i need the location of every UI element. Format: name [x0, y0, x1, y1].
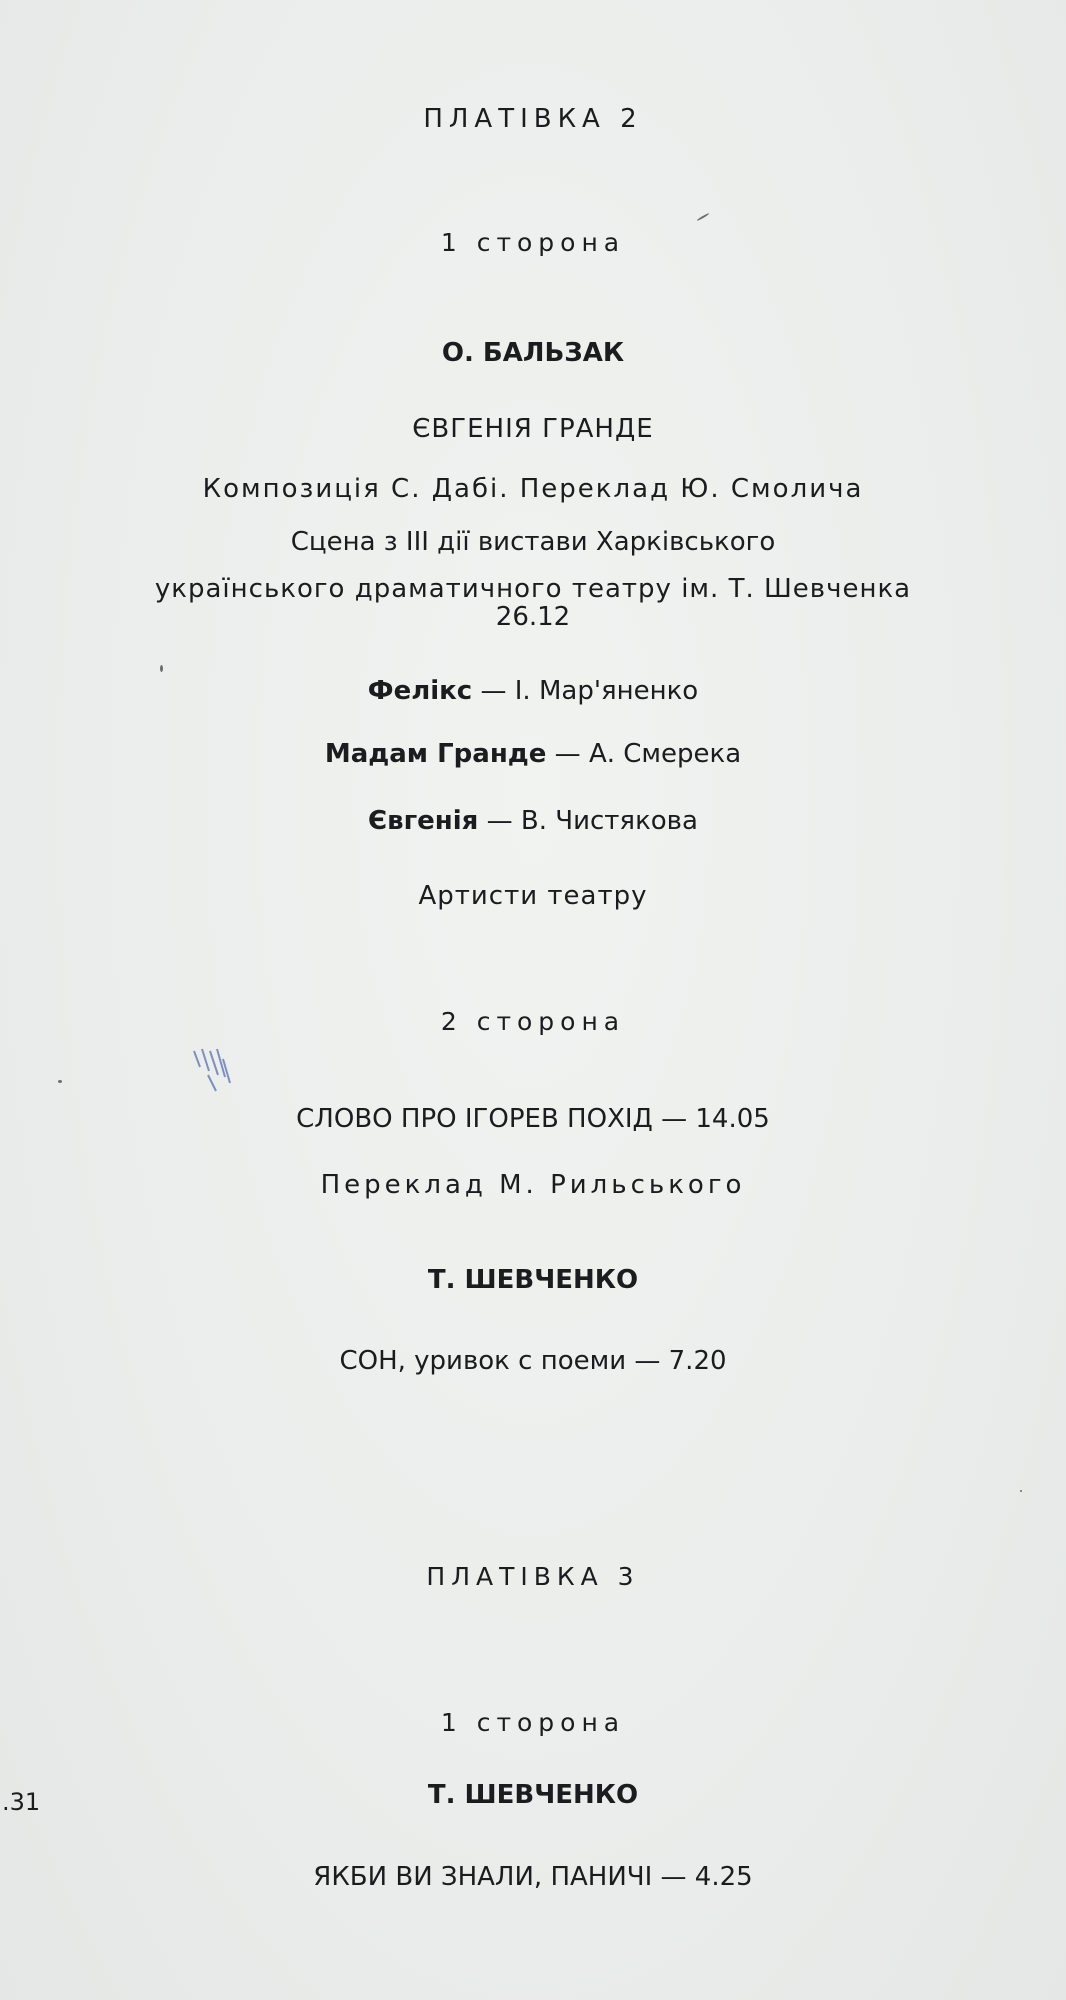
- cast-line-madam-grande: [0, 739, 1066, 769]
- record-2-side-2-work-2: СОН, уривок с поеми — 7.20: [339, 1346, 727, 1376]
- paper-speck: [58, 1080, 62, 1083]
- record-3-side-1-author: Т. ШЕВЧЕНКО: [427, 1780, 639, 1810]
- record-2-side-1-label: 1 сторона: [440, 228, 626, 257]
- record-3-title: ПЛАТІВКА 3: [426, 1562, 640, 1591]
- paper-speck: [160, 665, 163, 672]
- ink-blot-mark: [190, 1045, 250, 1097]
- record-3-side-1-work: ЯКБИ ВИ ЗНАЛИ, ПАНИЧІ — 4.25: [313, 1862, 753, 1892]
- cast-role: Фелікс: [367, 676, 473, 706]
- paper-speck: [1020, 1490, 1022, 1492]
- record-2-side-1-duration: 26.12: [495, 602, 571, 632]
- cast-line-evgenia: [0, 806, 1066, 836]
- cast-actor: А. Смерека: [588, 739, 742, 769]
- cast-role: Мадам Гранде: [324, 739, 547, 769]
- record-2-side-2-translation: Переклад М. Рильського: [320, 1170, 746, 1200]
- record-3-side-1-label: 1 сторона: [440, 1708, 626, 1737]
- record-2-side-2-work: СЛОВО ПРО ІГОРЕВ ПОХІД — 14.05: [296, 1104, 770, 1134]
- record-2-title: ПЛАТІВКА 2: [423, 104, 643, 134]
- margin-page-number: .31: [2, 1788, 41, 1816]
- paper-speck: [696, 213, 709, 222]
- cast-dash: —: [546, 739, 589, 769]
- record-2-side-1-author: О. БАЛЬЗАК: [441, 338, 625, 368]
- record-2-side-1-scene-line-1: Сцена з ІІІ дії вистави Харківського: [290, 527, 776, 557]
- cast-role: Євгенія: [368, 806, 479, 836]
- record-2-side-2-label: 2 сторона: [440, 1007, 626, 1036]
- cast-actor: В. Чистякова: [520, 806, 698, 836]
- cast-dash: —: [478, 806, 521, 836]
- record-2-side-2-author: Т. ШЕВЧЕНКО: [427, 1265, 639, 1295]
- cast-actor: І. Мар'яненко: [514, 676, 699, 706]
- cast-dash: —: [472, 676, 515, 706]
- record-2-side-1-work-title: ЄВГЕНІЯ ГРАНДЕ: [412, 414, 654, 444]
- cast-line-felix: [0, 676, 1066, 706]
- record-2-side-1-ensemble: Артисти театру: [418, 881, 648, 911]
- record-2-side-1-scene-line-2: українського драматичного театру ім. Т. Шевченка: [154, 574, 912, 604]
- record-2-side-1-credits: Композиція С. Дабі. Переклад Ю. Смолича: [202, 474, 864, 504]
